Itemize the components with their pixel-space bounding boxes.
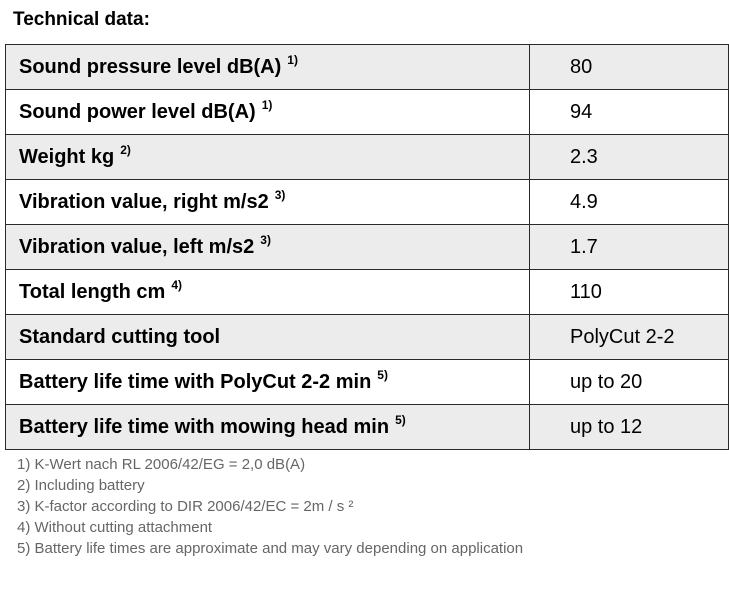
- row-label-cell: [6, 405, 530, 450]
- row-value: 80: [530, 45, 729, 90]
- table-row: [6, 315, 729, 360]
- table-row: [6, 180, 729, 225]
- row-label-cell: [6, 90, 530, 135]
- row-label-cell: [6, 45, 530, 90]
- page-title: Technical data:: [13, 9, 150, 30]
- footnote-ref: 1): [261, 98, 273, 112]
- row-value: 94: [530, 90, 729, 135]
- row-label: Sound power level dB(A): [19, 101, 256, 123]
- footnote-ref: 1): [287, 53, 298, 67]
- table-row: [6, 360, 729, 405]
- table-row: [6, 90, 729, 135]
- row-value: PolyCut 2-2: [530, 315, 729, 360]
- row-label-cell: [6, 135, 530, 180]
- footnote: 2) Including battery: [17, 477, 145, 494]
- footnote-ref: 2): [120, 143, 131, 157]
- technical-data-table: [5, 44, 729, 450]
- row-label: Battery life time with mowing head min: [19, 416, 390, 438]
- table-row: [6, 405, 729, 450]
- footnote: 5) Battery life times are approximate and may vary depending on application: [17, 540, 524, 557]
- row-label: Vibration value, left m/s2: [19, 236, 255, 258]
- row-label: Weight kg: [19, 146, 115, 168]
- table-row: [6, 225, 729, 270]
- row-label-cell: [6, 270, 530, 315]
- footnotes: [17, 454, 523, 559]
- row-label: Sound pressure level dB(A): [19, 56, 282, 78]
- row-label: Vibration value, right m/s2: [19, 191, 269, 213]
- row-value: 4.9: [530, 180, 729, 225]
- row-value: up to 12: [530, 405, 729, 450]
- row-label: Battery life time with PolyCut 2-2 min: [19, 371, 372, 393]
- row-label-cell: [6, 225, 530, 270]
- footnote: 4) Without cutting attachment: [17, 519, 213, 536]
- row-value: 110: [530, 270, 729, 315]
- row-value: 1.7: [530, 225, 729, 270]
- table-row: [6, 45, 729, 90]
- row-label-cell: [6, 315, 530, 360]
- row-value: 2.3: [530, 135, 729, 180]
- row-label-cell: [6, 360, 530, 405]
- footnote-ref: 3): [274, 188, 286, 202]
- footnote-ref: 4): [171, 278, 182, 292]
- footnote-ref: 3): [260, 233, 271, 247]
- footnote-ref: 5): [377, 368, 388, 382]
- row-value: up to 20: [530, 360, 729, 405]
- table-row: [6, 270, 729, 315]
- footnote: 1) K-Wert nach RL 2006/42/EG = 2,0 dB(A): [17, 456, 306, 473]
- footnote: 3) K-factor according to DIR 2006/42/EC = 2m / s ²: [17, 498, 354, 515]
- row-label-cell: [6, 180, 530, 225]
- footnote-ref: 5): [395, 413, 406, 427]
- table-row: [6, 135, 729, 180]
- row-label: Standard cutting tool: [19, 326, 221, 348]
- row-label: Total length cm: [19, 281, 166, 303]
